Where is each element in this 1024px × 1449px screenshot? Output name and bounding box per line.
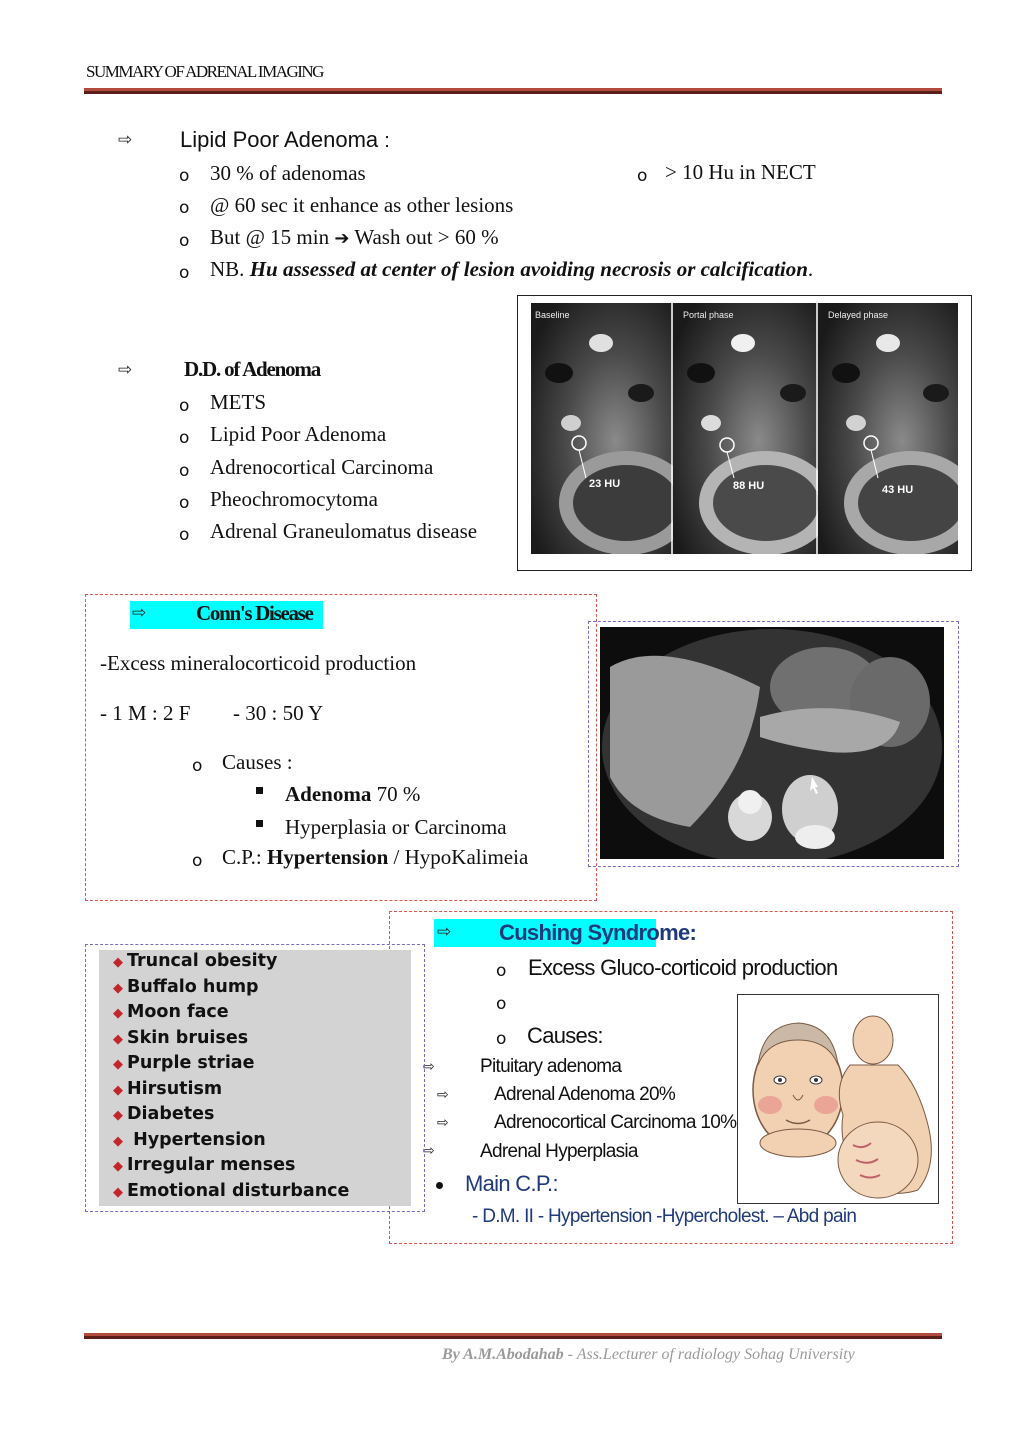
arrow-icon: ⇨ — [118, 130, 133, 150]
symptom-label: Skin bruises — [127, 1027, 249, 1048]
circle-bullet-icon: o — [496, 1029, 507, 1049]
dd-item: Lipid Poor Adenoma — [210, 422, 387, 446]
arrow-icon: ⇨ — [423, 1059, 435, 1075]
ct-panel-3 — [818, 303, 958, 554]
symptom-item — [113, 1181, 411, 1207]
symptom-label: Buffalo hump — [127, 976, 259, 997]
arrow-icon: ⇨ — [437, 922, 452, 942]
dd-heading: D.D. of Adenoma — [184, 357, 321, 381]
symptom-item — [113, 1130, 411, 1156]
diamond-bullet-icon: ◆ — [113, 1184, 123, 1200]
arrow-icon: ⇨ — [118, 360, 133, 380]
conn-adenoma — [285, 782, 420, 807]
dot-bullet-icon — [436, 1182, 443, 1189]
circle-bullet-icon: o — [179, 263, 190, 283]
circle-bullet-icon: o — [179, 525, 190, 545]
header-rule — [84, 88, 942, 94]
conn-age: - 30 : 50 Y — [233, 701, 324, 725]
symptom-item — [113, 1053, 411, 1079]
footer-separator: - — [567, 1346, 573, 1363]
lipid-poor-right-item: > 10 Hu in NECT — [665, 160, 816, 184]
conn-ratio: - 1 M : 2 F — [100, 701, 191, 725]
ct-hu-delayed: 43 HU — [882, 484, 914, 496]
dd-item: Adrenal Graneulomatus disease — [210, 519, 478, 543]
circle-bullet-icon: o — [179, 428, 190, 448]
diamond-bullet-icon: ◆ — [113, 980, 123, 996]
conn-line-1: -Excess mineralocorticoid production — [100, 651, 417, 675]
conn-hyperplasia: Hyperplasia or Carcinoma — [285, 815, 507, 839]
cushing-illustration — [737, 994, 939, 1204]
cushing-cause: Adrenal Hyperplasia — [480, 1141, 638, 1162]
circle-bullet-icon: o — [496, 994, 507, 1014]
cushing-illustration-svg — [738, 995, 938, 1203]
symptom-list-items — [99, 950, 411, 1206]
conn-adenoma-bold: Adenoma — [285, 782, 372, 806]
nb-prefix: NB. — [210, 257, 245, 281]
arrow-icon: ⇨ — [423, 1143, 435, 1159]
lipid-poor-heading — [180, 127, 390, 153]
conn-adenoma-pct: 70 % — [376, 782, 421, 806]
ct-phase-svg — [531, 303, 958, 554]
cushing-cause: Adrenal Adenoma 20% — [494, 1084, 676, 1105]
symptom-list — [99, 950, 411, 1206]
dd-item: Pheochromocytoma — [210, 487, 378, 511]
cushing-item-1: Excess Gluco-corticoid production — [528, 955, 838, 980]
washout-time: But @ 15 min — [210, 225, 330, 249]
conn-heading: Conn's Disease — [196, 601, 313, 625]
lipid-poor-item: @ 60 sec it enhance as other lesions — [210, 193, 514, 217]
circle-bullet-icon: o — [192, 851, 203, 871]
footer-rule — [84, 1333, 942, 1339]
cushing-causes: Causes: — [527, 1023, 603, 1048]
symptom-label: Moon face — [127, 1002, 229, 1022]
lipid-poor-title: Lipid Poor Adenoma — [180, 127, 379, 152]
ct-phase-image — [531, 303, 958, 554]
symptom-item — [113, 1079, 411, 1105]
symptom-label: Irregular menses — [127, 1155, 296, 1175]
symptom-item — [113, 1002, 411, 1028]
arrow-icon: ⇨ — [437, 1115, 449, 1131]
circle-bullet-icon: o — [179, 493, 190, 513]
nb-end: . — [807, 257, 814, 281]
symptom-item — [113, 977, 411, 1003]
circle-bullet-icon: o — [179, 198, 190, 218]
nb-line — [210, 257, 813, 282]
circle-bullet-icon: o — [496, 961, 507, 981]
conn-cp-bold: Hypertension — [266, 845, 389, 869]
ct-label-delayed: Delayed phase — [828, 310, 889, 320]
conn-ct-svg — [600, 627, 944, 859]
conn-cp-rest: / HypoKalimeia — [393, 845, 529, 869]
circle-bullet-icon: o — [179, 396, 190, 416]
circle-bullet-icon: o — [179, 166, 190, 186]
ct-hu-baseline: 23 HU — [589, 478, 621, 490]
cushing-heading-rest: me: — [659, 920, 697, 945]
diamond-bullet-icon: ◆ — [113, 1006, 123, 1021]
cushing-heading-hl: Cushing Syndro — [499, 920, 660, 945]
circle-bullet-icon: o — [179, 231, 190, 251]
cushing-cp-line: - D.M. II - Hypertension -Hypercholest. – Abd pain — [472, 1206, 857, 1227]
nb-text: Hu assessed at center of lesion avoiding necrosis or calcification — [249, 257, 808, 281]
lipid-poor-item-washout — [210, 225, 499, 250]
ct-panel-1 — [531, 303, 686, 554]
symptom-label: Hirsutism — [127, 1078, 223, 1099]
symptom-label: Purple striae — [127, 1053, 255, 1073]
cushing-main-cp: Main C.P.: — [465, 1171, 558, 1196]
square-bullet-icon — [256, 787, 263, 794]
circle-bullet-icon: o — [192, 756, 203, 776]
symptom-item — [113, 1155, 411, 1181]
conn-ct-image — [600, 627, 944, 859]
arrow-icon: ⇨ — [437, 1087, 449, 1103]
symptom-label: Emotional disturbance — [127, 1180, 350, 1201]
ct-hu-portal: 88 HU — [733, 480, 765, 492]
diamond-bullet-icon: ◆ — [113, 1082, 123, 1098]
footer — [442, 1346, 855, 1364]
diamond-bullet-icon: ◆ — [113, 1108, 123, 1123]
circle-bullet-icon: o — [637, 166, 648, 186]
washout-value: Wash out > 60 % — [354, 225, 499, 249]
symptom-label: Truncal obesity — [127, 951, 278, 971]
conn-cp — [222, 845, 528, 870]
diamond-bullet-icon: ◆ — [113, 955, 123, 970]
footer-role: Ass.Lecturer of radiology Sohag University — [576, 1346, 855, 1363]
symptom-label: Hypertension — [127, 1129, 266, 1150]
cushing-cause: Pituitary adenoma — [480, 1056, 622, 1077]
square-bullet-icon — [256, 820, 263, 827]
footer-author: By A.M.Abodahab — [442, 1346, 564, 1363]
diamond-bullet-icon: ◆ — [113, 1057, 123, 1072]
right-arrow-icon: ➔ — [334, 228, 350, 249]
conn-cp-prefix: C.P.: — [222, 845, 262, 869]
diamond-bullet-icon: ◆ — [113, 1133, 123, 1149]
cushing-heading — [499, 920, 696, 946]
ct-label-portal: Portal phase — [683, 310, 734, 320]
symptom-item — [113, 951, 411, 977]
dd-item: METS — [210, 390, 267, 414]
ct-panel-2 — [673, 303, 826, 554]
page-header-title: SUMMARY OF ADRENAL IMAGING — [86, 62, 323, 81]
symptom-item — [113, 1104, 411, 1130]
ct-label-baseline: Baseline — [535, 310, 570, 320]
lipid-poor-colon: : — [384, 130, 390, 152]
cushing-cause: Adrenocortical Carcinoma 10% — [494, 1112, 737, 1133]
conn-causes: Causes : — [222, 750, 293, 774]
diamond-bullet-icon: ◆ — [113, 1031, 123, 1047]
symptom-label: Diabetes — [127, 1104, 215, 1124]
circle-bullet-icon: o — [179, 461, 190, 481]
dd-item: Adrenocortical Carcinoma — [210, 455, 434, 479]
diamond-bullet-icon: ◆ — [113, 1159, 123, 1174]
lipid-poor-item: 30 % of adenomas — [210, 161, 366, 185]
symptom-item — [113, 1028, 411, 1054]
arrow-icon: ⇨ — [132, 603, 147, 623]
